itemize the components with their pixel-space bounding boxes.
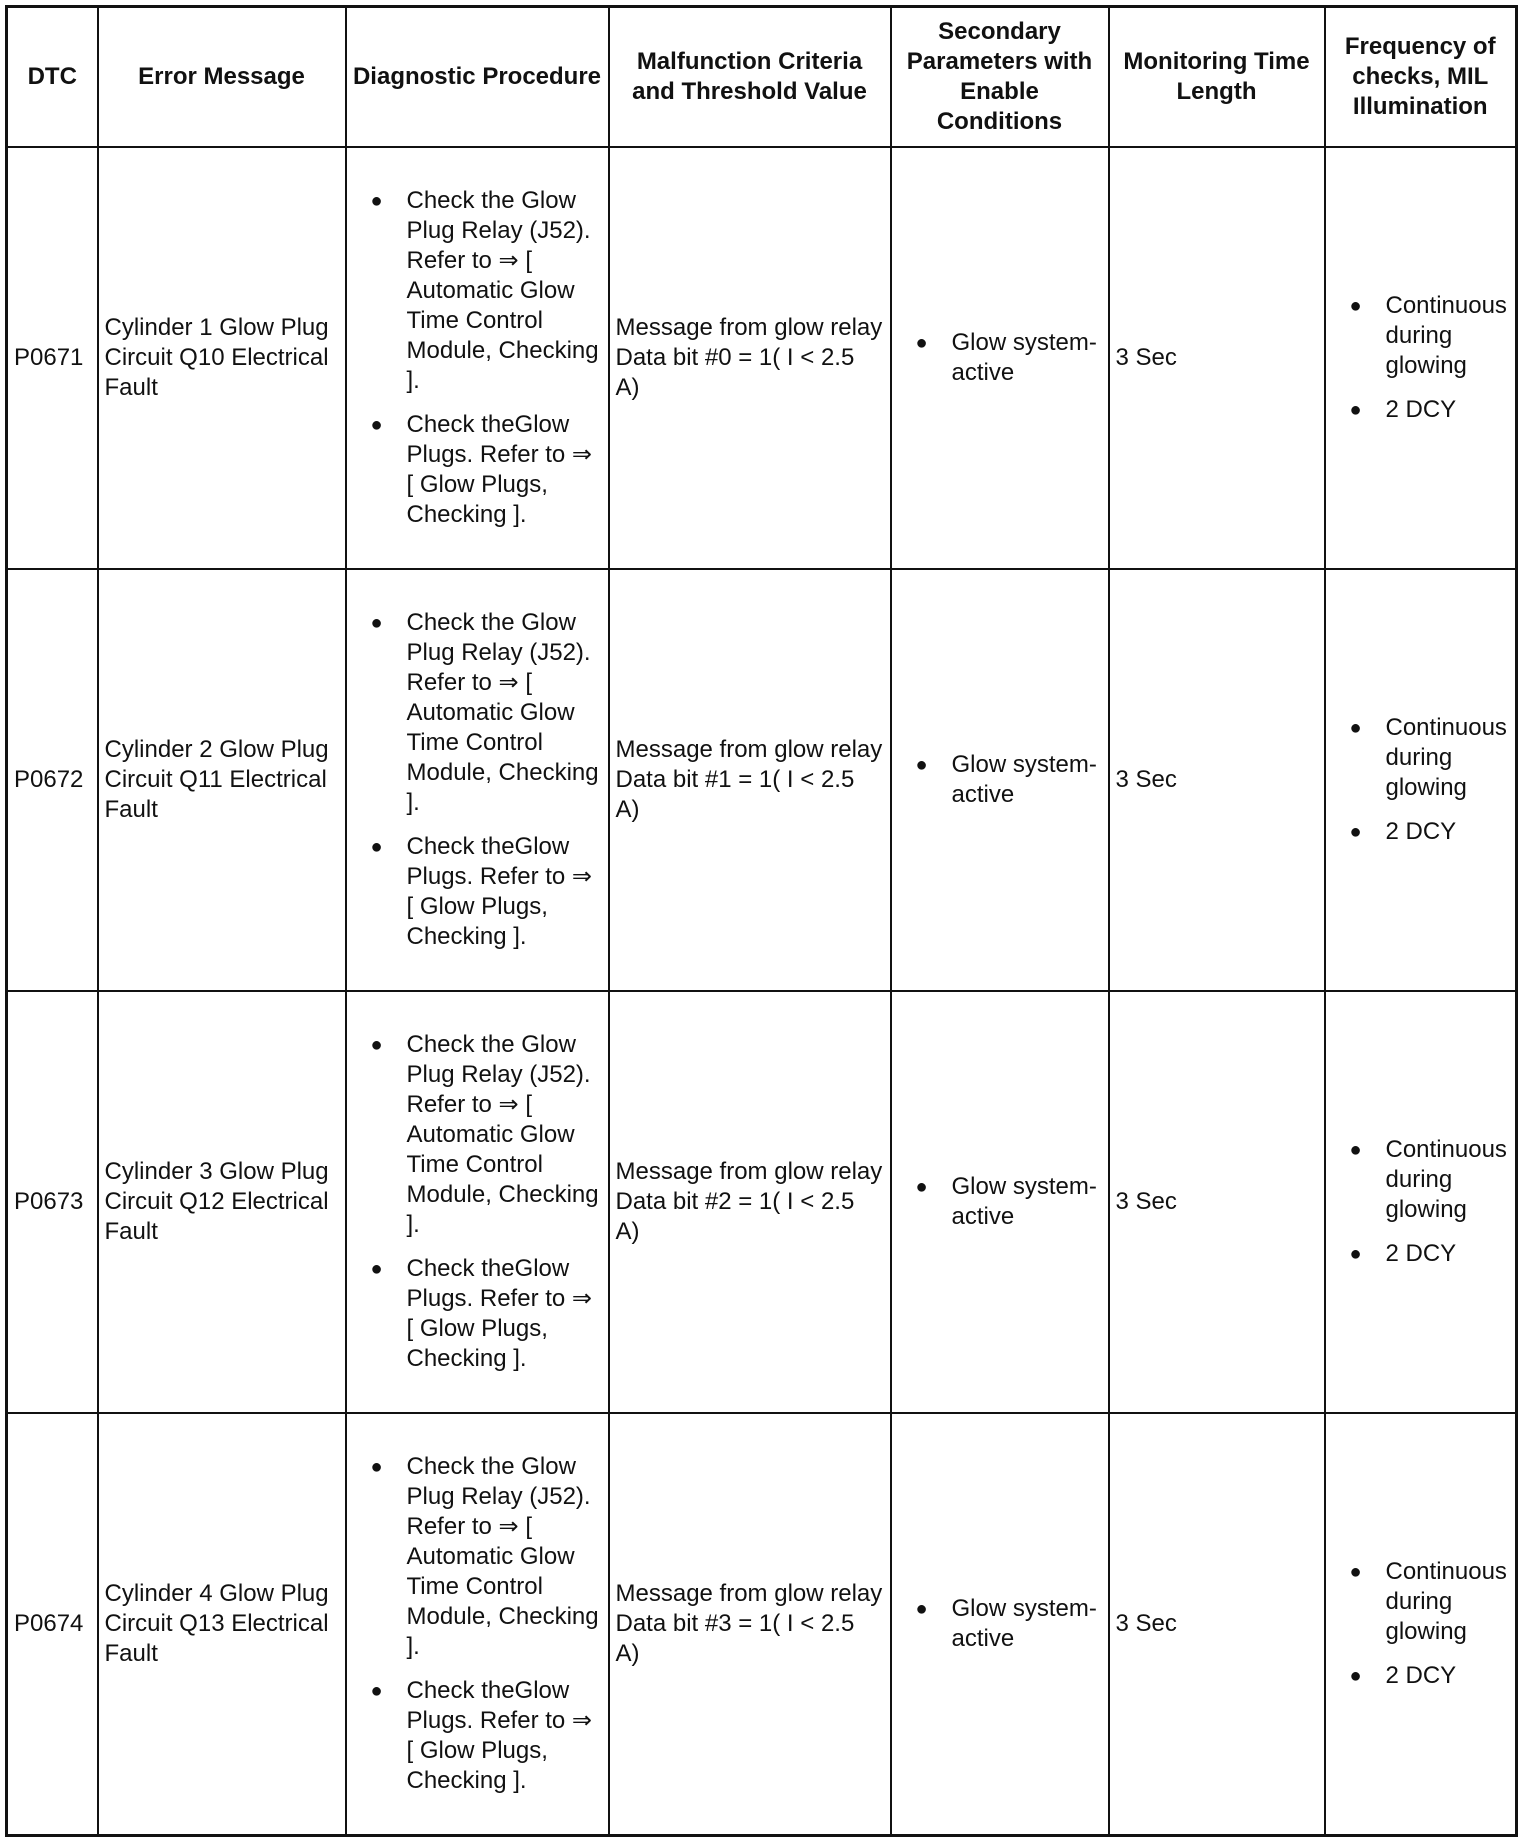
- procedure-step: ● Check theGlow Plugs. Refer to ⇒ [ Glow Plugs, Checking ].: [353, 1254, 602, 1374]
- secondary-item: ● Glow system-active: [898, 1594, 1102, 1654]
- header-malfunction-criteria: Malfunction Criteria and Threshold Value: [609, 7, 891, 148]
- procedure-step: ● Check theGlow Plugs. Refer to ⇒ [ Glow Plugs, Checking ].: [353, 410, 602, 530]
- frequency-item: ● Continuous during glowing: [1332, 291, 1510, 381]
- procedure-step: ● Check theGlow Plugs. Refer to ⇒ [ Glow Plugs, Checking ].: [353, 832, 602, 952]
- procedure-list: [353, 1452, 602, 1796]
- header-frequency: Frequency of checks, MIL Illumination: [1325, 7, 1517, 148]
- header-monitoring-time: Monitoring Time Length: [1109, 7, 1325, 148]
- malfunction-criteria: Message from glow relay Data bit #1 = 1( I < 2.5 A): [609, 569, 891, 991]
- frequency: [1325, 569, 1517, 991]
- frequency-item: ● 2 DCY: [1332, 1661, 1510, 1691]
- frequency-item: ● 2 DCY: [1332, 817, 1510, 847]
- diagnostic-procedure: [346, 1413, 609, 1836]
- diagnostic-procedure: [346, 991, 609, 1413]
- secondary-parameters: [891, 147, 1109, 569]
- header-dtc: DTC: [7, 7, 98, 148]
- dtc-table: [5, 5, 1518, 1837]
- table-header: [7, 7, 1517, 148]
- secondary-list: [898, 328, 1102, 388]
- header-error-message: Error Message: [98, 7, 346, 148]
- procedure-step: ● Check the Glow Plug Relay (J52). Refer to ⇒ [ Automatic Glow Time Control Module, Checking ].: [353, 1030, 602, 1240]
- procedure-step: ● Check the Glow Plug Relay (J52). Refer to ⇒ [ Automatic Glow Time Control Module, Checking ].: [353, 186, 602, 396]
- procedure-step: ● Check the Glow Plug Relay (J52). Refer to ⇒ [ Automatic Glow Time Control Module, Checking ].: [353, 608, 602, 818]
- procedure-list: [353, 1030, 602, 1374]
- monitoring-time: 3 Sec: [1109, 991, 1325, 1413]
- dtc-code: P0673: [7, 991, 98, 1413]
- table-row: [7, 147, 1517, 569]
- secondary-parameters: [891, 991, 1109, 1413]
- monitoring-time: 3 Sec: [1109, 1413, 1325, 1836]
- frequency: [1325, 991, 1517, 1413]
- monitoring-time: 3 Sec: [1109, 569, 1325, 991]
- frequency-list: [1332, 1135, 1510, 1269]
- header-diagnostic-procedure: Diagnostic Procedure: [346, 7, 609, 148]
- procedure-list: [353, 186, 602, 530]
- table-row: [7, 1413, 1517, 1836]
- diagnostic-procedure: [346, 569, 609, 991]
- frequency-list: [1332, 291, 1510, 425]
- malfunction-criteria: Message from glow relay Data bit #2 = 1( I < 2.5 A): [609, 991, 891, 1413]
- secondary-parameters: [891, 1413, 1109, 1836]
- frequency: [1325, 147, 1517, 569]
- secondary-item: ● Glow system-active: [898, 750, 1102, 810]
- dtc-code: P0671: [7, 147, 98, 569]
- frequency: [1325, 1413, 1517, 1836]
- table-row: [7, 991, 1517, 1413]
- header-row: [7, 7, 1517, 148]
- frequency-item: ● 2 DCY: [1332, 1239, 1510, 1269]
- procedure-step: ● Check the Glow Plug Relay (J52). Refer to ⇒ [ Automatic Glow Time Control Module, Checking ].: [353, 1452, 602, 1662]
- diagnostic-procedure: [346, 147, 609, 569]
- dtc-code: P0674: [7, 1413, 98, 1836]
- error-message: Cylinder 1 Glow Plug Circuit Q10 Electrical Fault: [98, 147, 346, 569]
- secondary-item: ● Glow system-active: [898, 1172, 1102, 1232]
- frequency-item: ● 2 DCY: [1332, 395, 1510, 425]
- error-message: Cylinder 3 Glow Plug Circuit Q12 Electrical Fault: [98, 991, 346, 1413]
- secondary-parameters: [891, 569, 1109, 991]
- procedure-step: ● Check theGlow Plugs. Refer to ⇒ [ Glow Plugs, Checking ].: [353, 1676, 602, 1796]
- monitoring-time: 3 Sec: [1109, 147, 1325, 569]
- secondary-list: [898, 750, 1102, 810]
- frequency-list: [1332, 1557, 1510, 1691]
- frequency-item: ● Continuous during glowing: [1332, 1557, 1510, 1647]
- header-secondary-parameters: Secondary Parameters with Enable Conditions: [891, 7, 1109, 148]
- table-row: [7, 569, 1517, 991]
- malfunction-criteria: Message from glow relay Data bit #0 = 1( I < 2.5 A): [609, 147, 891, 569]
- secondary-list: [898, 1172, 1102, 1232]
- frequency-item: ● Continuous during glowing: [1332, 713, 1510, 803]
- table-body: [7, 147, 1517, 1836]
- dtc-code: P0672: [7, 569, 98, 991]
- secondary-list: [898, 1594, 1102, 1654]
- error-message: Cylinder 2 Glow Plug Circuit Q11 Electrical Fault: [98, 569, 346, 991]
- procedure-list: [353, 608, 602, 952]
- malfunction-criteria: Message from glow relay Data bit #3 = 1( I < 2.5 A): [609, 1413, 891, 1836]
- frequency-list: [1332, 713, 1510, 847]
- frequency-item: ● Continuous during glowing: [1332, 1135, 1510, 1225]
- error-message: Cylinder 4 Glow Plug Circuit Q13 Electrical Fault: [98, 1413, 346, 1836]
- secondary-item: ● Glow system-active: [898, 328, 1102, 388]
